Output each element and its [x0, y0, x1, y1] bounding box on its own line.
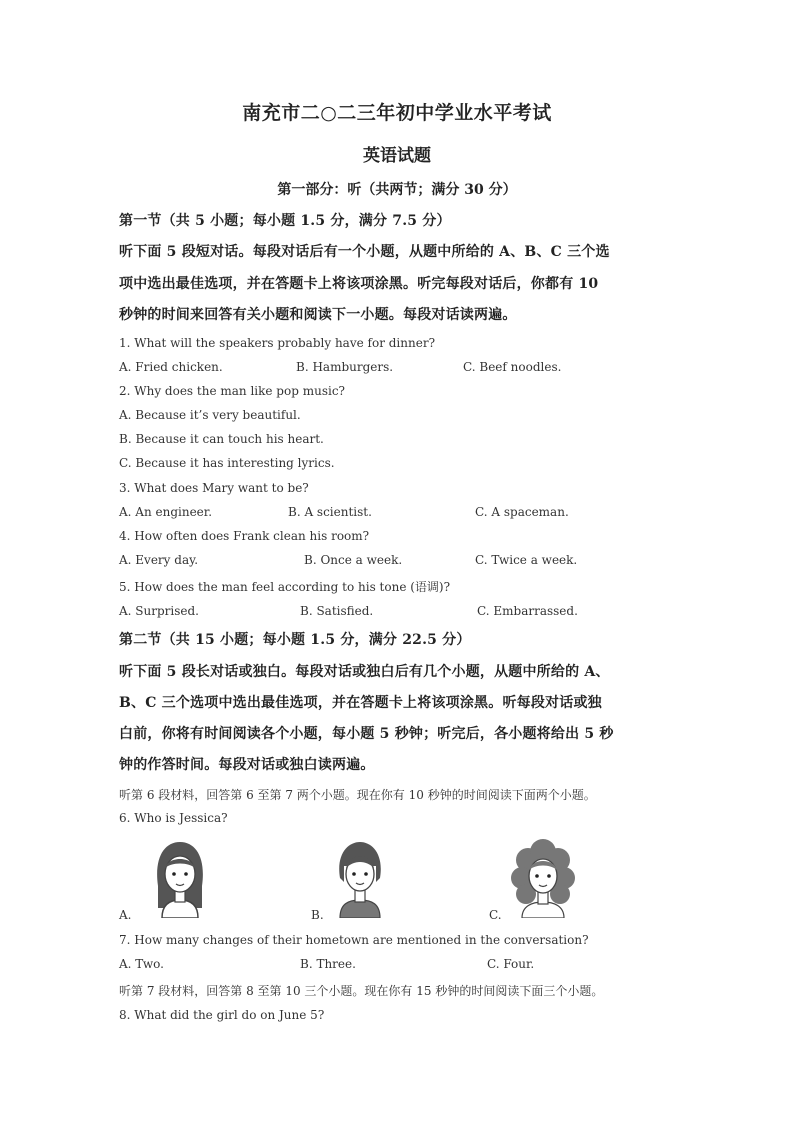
- girl-curly-hair-image: [508, 838, 578, 918]
- option-c: C. Beef noodles.: [463, 360, 562, 374]
- option-b: B. Three.: [300, 957, 356, 971]
- option-a: A. Fried chicken.: [119, 360, 223, 374]
- option-a: A.: [119, 908, 132, 922]
- section2-heading: 第二节（共 15 小题；每小题 1.5 分，满分 22.5 分）: [119, 632, 471, 648]
- section2-instruction-line: 钟的作答时间。每段对话或独白读两遍。: [119, 757, 375, 773]
- section1-instruction-line: 秒钟的时间来回答有关小题和阅读下一小题。每段对话读两遍。: [119, 307, 517, 323]
- page-title: 南充市二○二三年初中学业水平考试: [242, 102, 552, 124]
- option-a: A. Every day.: [119, 553, 199, 567]
- question-stem: 6. Who is Jessica?: [119, 811, 228, 825]
- page-subtitle: 英语试题: [363, 146, 431, 166]
- question-stem: 3. What does Mary want to be?: [119, 481, 309, 495]
- option-a: A. An engineer.: [119, 505, 213, 519]
- question-stem: 7. How many changes of their hometown are mentioned in the conversation?: [119, 933, 589, 947]
- material-6-instruction: 听第 6 段材料，回答第 6 至第 7 两个小题。现在你有 10 秒钟的时间阅读下面两个小题。: [119, 788, 596, 802]
- option-b: B. Because it can touch his heart.: [119, 432, 324, 446]
- option-c: C. Four.: [487, 957, 535, 971]
- section2-instruction-line: B、C 三个选项中选出最佳选项，并在答题卡上将该项涂黑。听每段对话或独: [119, 695, 602, 711]
- question-stem: 5. How does the man feel according to his tone (语调)?: [119, 580, 451, 594]
- option-c: C.: [489, 908, 502, 922]
- option-b: B. Hamburgers.: [296, 360, 394, 374]
- option-a: A. Surprised.: [119, 604, 199, 618]
- option-c: C. Embarrassed.: [477, 604, 578, 618]
- question-stem: 4. How often does Frank clean his room?: [119, 529, 370, 543]
- option-b: B.: [311, 908, 324, 922]
- option-c: C. Twice a week.: [475, 553, 578, 567]
- section1-instruction-line: 听下面 5 段短对话。每段对话后有一个小题，从题中所给的 A、B、C 三个选: [119, 244, 610, 260]
- girl-long-hair-image: [150, 838, 210, 918]
- girl-short-hair-image: [330, 838, 390, 918]
- question-stem: 1. What will the speakers probably have for dinner?: [119, 336, 435, 350]
- section2-instruction-line: 听下面 5 段长对话或独白。每段对话或独白后有几个小题，从题中所给的 A、: [119, 664, 610, 680]
- question-stem: 8. What did the girl do on June 5?: [119, 1008, 325, 1022]
- option-b: B. Once a week.: [304, 553, 403, 567]
- option-b: B. A scientist.: [288, 505, 372, 519]
- part1-heading: 第一部分：听（共两节；满分 30 分）: [277, 182, 517, 198]
- option-c: C. Because it has interesting lyrics.: [119, 456, 335, 470]
- option-a: A. Two.: [119, 957, 164, 971]
- option-b: B. Satisfied.: [300, 604, 374, 618]
- question-stem: 2. Why does the man like pop music?: [119, 384, 345, 398]
- section2-instruction-line: 白前，你将有时间阅读各个小题，每小题 5 秒钟；听完后，各小题将给出 5 秒: [119, 726, 614, 742]
- option-a: A. Because it’s very beautiful.: [119, 408, 301, 422]
- option-c: C. A spaceman.: [475, 505, 569, 519]
- section1-heading: 第一节（共 5 小题；每小题 1.5 分，满分 7.5 分）: [119, 213, 451, 229]
- material-7-instruction: 听第 7 段材料，回答第 8 至第 10 三个小题。现在你有 15 秒钟的时间阅读下面三个小题。: [119, 984, 604, 998]
- section1-instruction-line: 项中选出最佳选项，并在答题卡上将该项涂黑。听完每段对话后，你都有 10: [119, 276, 599, 292]
